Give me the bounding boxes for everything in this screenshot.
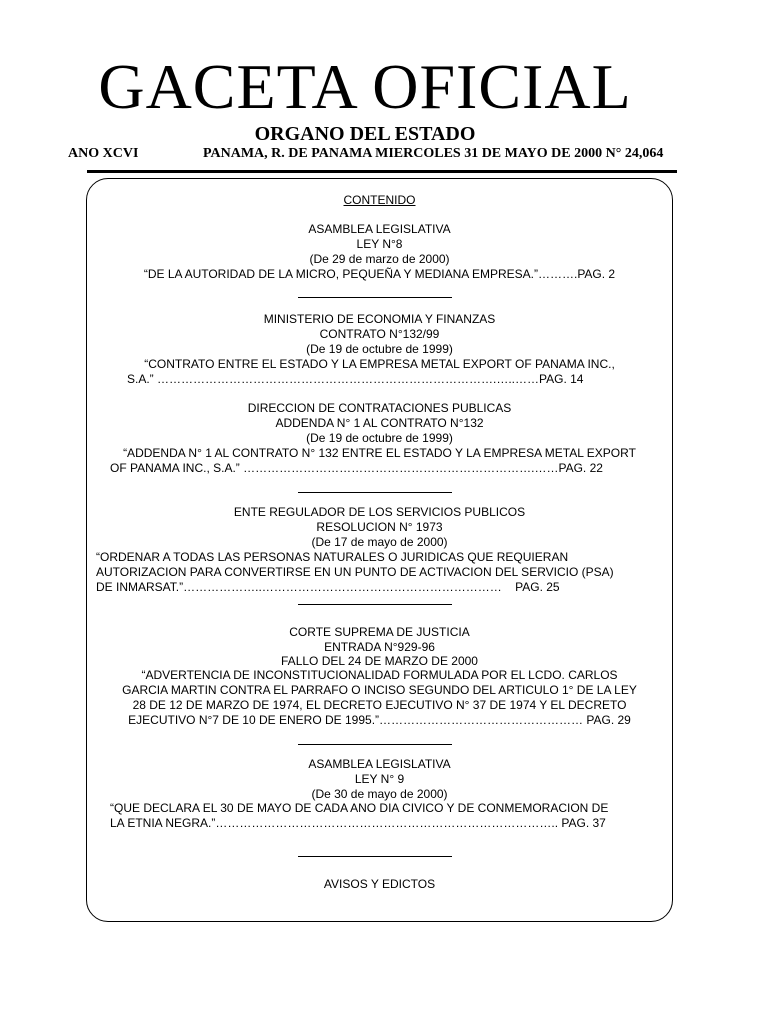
s3-line-2: OF PANAMA INC., S.A.” ……………………………………………………………….……PAG. 22	[110, 461, 603, 475]
s6-line-2: LA ETNIA NEGRA.”………………………………………………………………………….. PAG. 37	[110, 816, 606, 830]
s2-line-1: “CONTRATO ENTRE EL ESTADO Y LA EMPRESA METAL EXPORT OF PANAMA INC.,	[144, 357, 615, 371]
s6-org: ASAMBLEA LEGISLATIVA	[308, 757, 451, 771]
s4-line-1: “ORDENAR A TODAS LAS PERSONAS NATURALES O JURIDICAS QUE REQUIERAN	[96, 550, 569, 564]
separator	[298, 744, 452, 745]
s4-line-3: DE INMARSAT.”………………..…………………………………………………… PAG. 25	[96, 580, 560, 594]
s5-org: CORTE SUPREMA DE JUSTICIA	[289, 625, 470, 639]
gazette-title: GACETA OFICIAL	[98, 51, 632, 122]
s6-line-1: “QUE DECLARA EL 30 DE MAYO DE CADA ANO DIA CIVICO Y DE CONMEMORACION DE	[110, 801, 609, 815]
s3-line-1: “ADDENDA N° 1 AL CONTRATO N° 132 ENTRE EL ESTADO Y LA EMPRESA METAL EXPORT	[123, 446, 636, 460]
issue-dateline: PANAMA, R. DE PANAMA MIERCOLES 31 DE MAYO DE 2000 N° 24,064	[203, 146, 664, 161]
s5-line-3: 28 DE 12 DE MARZO DE 1974, EL DECRETO EJECUTIVO N° 37 DE 1974 Y EL DECRETO	[132, 698, 627, 712]
s1-org: ASAMBLEA LEGISLATIVA	[308, 222, 451, 236]
s4-doc: RESOLUCION N° 1973	[316, 520, 443, 534]
s5-ruling: FALLO DEL 24 DE MARZO DE 2000	[281, 654, 478, 668]
closing-heading: AVISOS Y EDICTOS	[323, 877, 436, 891]
s2-org: MINISTERIO DE ECONOMIA Y FINANZAS	[263, 312, 496, 326]
s5-line-2: GARCIA MARTIN CONTRA EL PARRAFO O INCISO SEGUNDO DEL ARTICULO 1° DE LA LEY	[122, 683, 637, 697]
separator	[298, 492, 452, 493]
s6-date: (De 30 de mayo de 2000)	[311, 787, 448, 801]
s2-date: (De 19 de octubre de 1999)	[306, 342, 453, 356]
contents-heading: CONTENIDO	[343, 193, 416, 207]
separator	[298, 604, 452, 605]
s4-org: ENTE REGULADOR DE LOS SERVICIOS PUBLICOS	[233, 505, 526, 519]
header-rule	[87, 170, 677, 173]
separator	[298, 297, 452, 298]
s2-line-2: S.A.” ………………………………………………………………………….…..……PAG. 14	[127, 372, 584, 386]
s1-date: (De 29 de marzo de 2000)	[309, 252, 450, 266]
s1-line-1: “DE LA AUTORIDAD DE LA MICRO, PEQUEÑA Y MEDIANA EMPRESA.”……….PAG. 2	[143, 267, 616, 281]
s4-date: (De 17 de mayo de 2000)	[311, 535, 448, 549]
separator	[298, 856, 452, 857]
s3-doc: ADDENDA N° 1 AL CONTRATO N°132	[275, 416, 484, 430]
issue-year: ANO XCVI	[68, 146, 139, 161]
s5-line-4: EJECUTIVO N°7 DE 10 DE ENERO DE 1995.”…………………………………………… PAG. 29	[128, 713, 631, 727]
gazette-subtitle: ORGANO DEL ESTADO	[254, 123, 476, 145]
s3-org: DIRECCION DE CONTRATACIONES PUBLICAS	[247, 401, 512, 415]
s4-line-2: AUTORIZACION PARA CONVERTIRSE EN UN PUNTO DE ACTIVACION DEL SERVICIO (PSA)	[96, 565, 614, 579]
s5-line-1: “ADVERTENCIA DE INCONSTITUCIONALIDAD FORMULADA POR EL LCDO. CARLOS	[141, 668, 618, 682]
s1-doc: LEY N°8	[356, 237, 403, 251]
s6-doc: LEY N° 9	[354, 772, 405, 786]
s3-date: (De 19 de octubre de 1999)	[306, 431, 453, 445]
s2-doc: CONTRATO N°132/99	[319, 327, 440, 341]
s5-doc: ENTRADA N°929-96	[324, 640, 435, 654]
